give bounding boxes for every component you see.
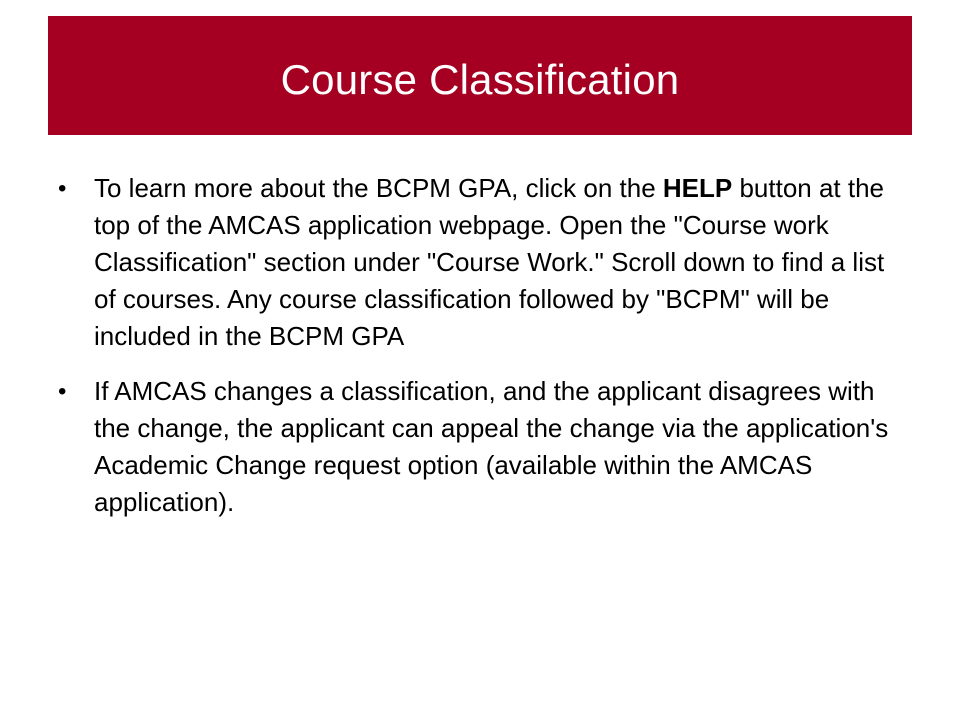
bullet-list xyxy=(58,170,908,539)
bullet-text-end: button at the top of the AMCAS application webpage. Open the "Course work Classification" section under "Course Work." Scroll down to find a list of courses. Any course classification followed by "BCPM" will be included in the BCPM GPA xyxy=(94,173,885,351)
bullet-text xyxy=(94,170,908,355)
bullet-item-bcpm-help xyxy=(58,170,908,355)
slide-title: Course Classification xyxy=(280,55,680,103)
help-emphasis: HELP xyxy=(662,173,733,203)
title-banner xyxy=(48,16,912,135)
bullet-item-appeal xyxy=(58,373,908,521)
bullet-text: If AMCAS changes a classification, and the applicant disagrees with the change, the applicant can appeal the change via the application's Academic Change request option (available within the AMCAS application). xyxy=(94,376,889,517)
bullet-text-start: To learn more about the BCPM GPA, click on the xyxy=(94,173,663,203)
bullet-dot-icon: • xyxy=(58,175,67,202)
bullet-dot-icon: • xyxy=(58,378,67,405)
